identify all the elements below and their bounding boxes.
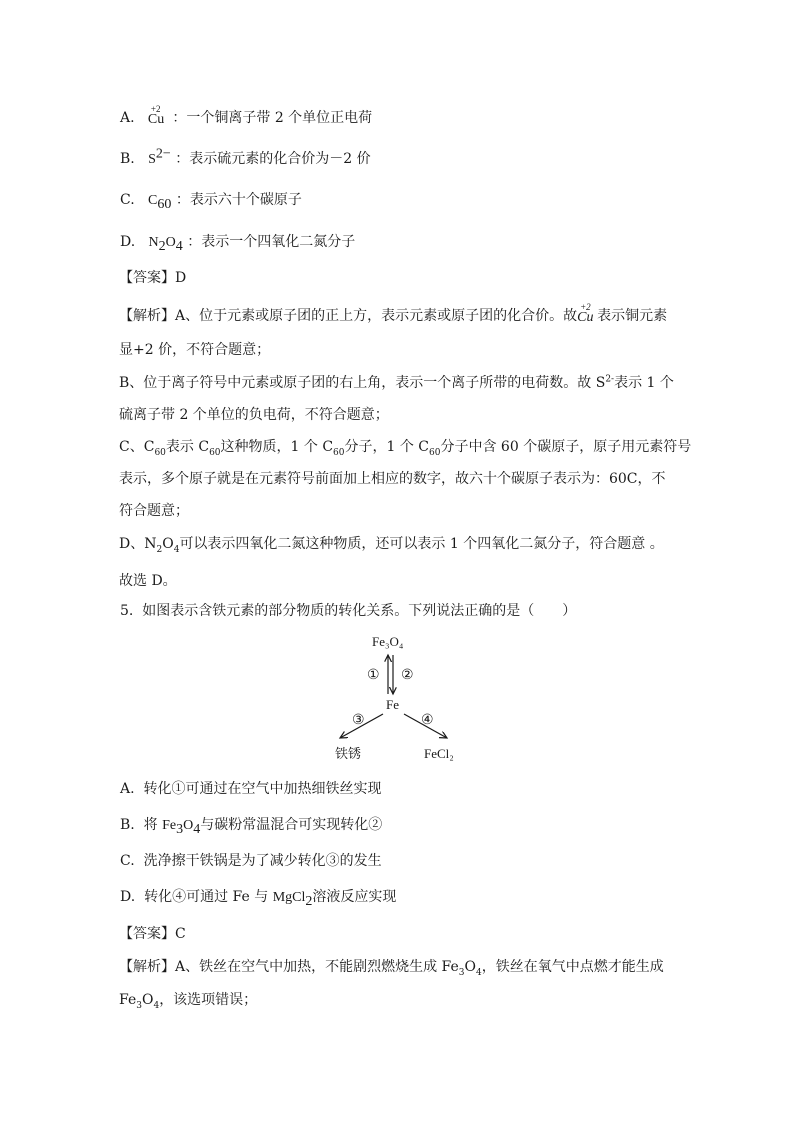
subscript: 60 bbox=[333, 447, 345, 458]
option-text: ：表示六十个碳原子 bbox=[175, 192, 302, 208]
element-symbol: MgCl bbox=[272, 890, 306, 905]
analysis-lead: 【解析】 bbox=[119, 959, 175, 975]
option-label: A. bbox=[120, 110, 135, 126]
label-4: ④ bbox=[421, 713, 434, 728]
option-text: ：表示一个四氧化二氮分子 bbox=[187, 234, 356, 250]
subscript: 60 bbox=[429, 447, 441, 458]
ion-charge: 2− bbox=[155, 146, 171, 162]
element-symbol: Cu bbox=[577, 310, 594, 325]
subscript: 4 bbox=[175, 238, 183, 254]
element-symbol: Fe bbox=[162, 818, 177, 833]
option-text: 溶液反应实现 bbox=[312, 889, 397, 905]
analysis-text: ，该选项错误； bbox=[159, 992, 258, 1008]
analysis-text: 表示 1 个 bbox=[614, 375, 674, 391]
q5-option-b bbox=[120, 815, 382, 836]
analysis-1-line-6: 表示，多个原子就是在元素符号前面加上相应的数字，故六十个碳原子表示为：60C，不 bbox=[119, 471, 666, 487]
option-text: 转化④可通过 Fe 与 bbox=[144, 889, 273, 905]
analysis-1-line-9: 故选 D。 bbox=[119, 573, 177, 589]
option-label: D. bbox=[120, 234, 136, 250]
option-label: B. bbox=[120, 817, 135, 833]
analysis-1-line-2: 显+2 价，不符合题意； bbox=[119, 342, 271, 358]
analysis-text: D、N bbox=[119, 536, 157, 552]
node-fecl2: FeCl₂ bbox=[424, 746, 454, 761]
element-symbol: Cu bbox=[147, 112, 165, 127]
analysis-text: 分子，1 个 C bbox=[344, 439, 430, 455]
analysis-1-line-4: 硫离子带 2 个单位的负电荷，不符合题意； bbox=[119, 407, 389, 423]
subscript: 3 bbox=[176, 821, 184, 837]
analysis-lead: 【解析】 bbox=[119, 308, 175, 324]
analysis-text: A、铁丝在空气中加热，不能剧烈燃烧生成 Fe bbox=[175, 959, 459, 975]
option-label: B. bbox=[120, 151, 135, 167]
analysis-text: O bbox=[464, 959, 477, 975]
element-symbol: O bbox=[165, 235, 176, 250]
option-text: ：一个铜离子带 2 个单位正电荷 bbox=[172, 110, 373, 126]
option-label: A. bbox=[120, 781, 135, 797]
analysis-text: O bbox=[141, 992, 154, 1008]
question-text: 如图表示含铁元素的部分物质的转化关系。下列说法正确的是（ ） bbox=[142, 603, 577, 619]
subscript: 4 bbox=[173, 544, 180, 555]
element-symbol: S bbox=[148, 152, 156, 167]
option-label: C. bbox=[120, 853, 135, 869]
analysis-text: 这种物质，1 个 C bbox=[220, 439, 334, 455]
analysis-text: O bbox=[162, 536, 174, 552]
valence-charge: +2 bbox=[580, 302, 591, 312]
node-fe: Fe bbox=[386, 697, 399, 712]
analysis-2-line-2 bbox=[119, 990, 257, 1010]
q5-option-d bbox=[120, 887, 396, 908]
option-text: 转化①可通过在空气中加热细铁丝实现 bbox=[143, 781, 382, 797]
analysis-text: B、位于离子符号中元素或原子团的右上角，表示一个离子所带的电荷数。故 S bbox=[119, 375, 606, 391]
option-text: ：表示硫元素的化合价为－2 价 bbox=[175, 151, 371, 167]
subscript: 2 bbox=[305, 893, 313, 909]
analysis-text: Fe bbox=[119, 992, 137, 1008]
analysis-text: C、C bbox=[119, 439, 155, 455]
q5-option-c bbox=[120, 851, 382, 871]
answer-2: 【答案】C bbox=[119, 926, 186, 942]
option-label: D. bbox=[120, 889, 136, 905]
subscript: 3 bbox=[136, 1000, 142, 1011]
analysis-text: 表示铜元素 bbox=[597, 308, 668, 324]
analysis-1-line-7: 符合题意； bbox=[119, 503, 189, 519]
answer-1: 【答案】D bbox=[119, 270, 187, 286]
subscript: 60 bbox=[209, 447, 221, 458]
question-number: 5. bbox=[120, 603, 134, 619]
option-text: 将 bbox=[143, 817, 163, 833]
analysis-text: 可以表示四氧化二氮这种物质，还可以表示 1 个四氧化二氮分子，符合题意 。 bbox=[179, 536, 664, 552]
label-3: ③ bbox=[352, 713, 365, 728]
subscript: 4 bbox=[153, 1000, 160, 1011]
subscript: 2 bbox=[156, 544, 163, 555]
element-symbol: N bbox=[148, 235, 159, 250]
label-1: ① bbox=[367, 668, 380, 683]
node-rust: 铁锈 bbox=[335, 746, 362, 761]
subscript: 3 bbox=[458, 967, 465, 978]
analysis-text: A、位于元素或原子团的正上方，表示元素或原子团的化合价。故 bbox=[175, 308, 578, 324]
analysis-text: ，铁丝在氧气中点燃才能生成 bbox=[481, 959, 664, 975]
analysis-text: 表示 C bbox=[165, 439, 210, 455]
valence-charge: +2 bbox=[150, 104, 161, 114]
option-text: 与碳粉常温混合可实现转化② bbox=[200, 817, 383, 833]
ion-charge: 2- bbox=[605, 374, 615, 385]
option-label: C. bbox=[120, 192, 135, 208]
subscript: 60 bbox=[157, 196, 172, 212]
subscript: 60 bbox=[154, 447, 166, 458]
analysis-text: 分子中含 60 个碳原子，原子用元素符号 bbox=[440, 439, 692, 455]
subscript: 4 bbox=[193, 821, 201, 837]
option-text: 洗净擦干铁锅是为了减少转化③的发生 bbox=[143, 853, 382, 869]
q5-option-a bbox=[120, 779, 381, 799]
analysis-2-line-1 bbox=[119, 957, 664, 977]
subscript: 2 bbox=[158, 238, 166, 254]
subscript: 4 bbox=[476, 967, 482, 978]
element-symbol: C bbox=[148, 193, 158, 208]
element-symbol: O bbox=[183, 818, 194, 833]
node-fe3o4: Fe₃O₄ bbox=[372, 634, 404, 649]
label-2: ② bbox=[401, 668, 414, 683]
